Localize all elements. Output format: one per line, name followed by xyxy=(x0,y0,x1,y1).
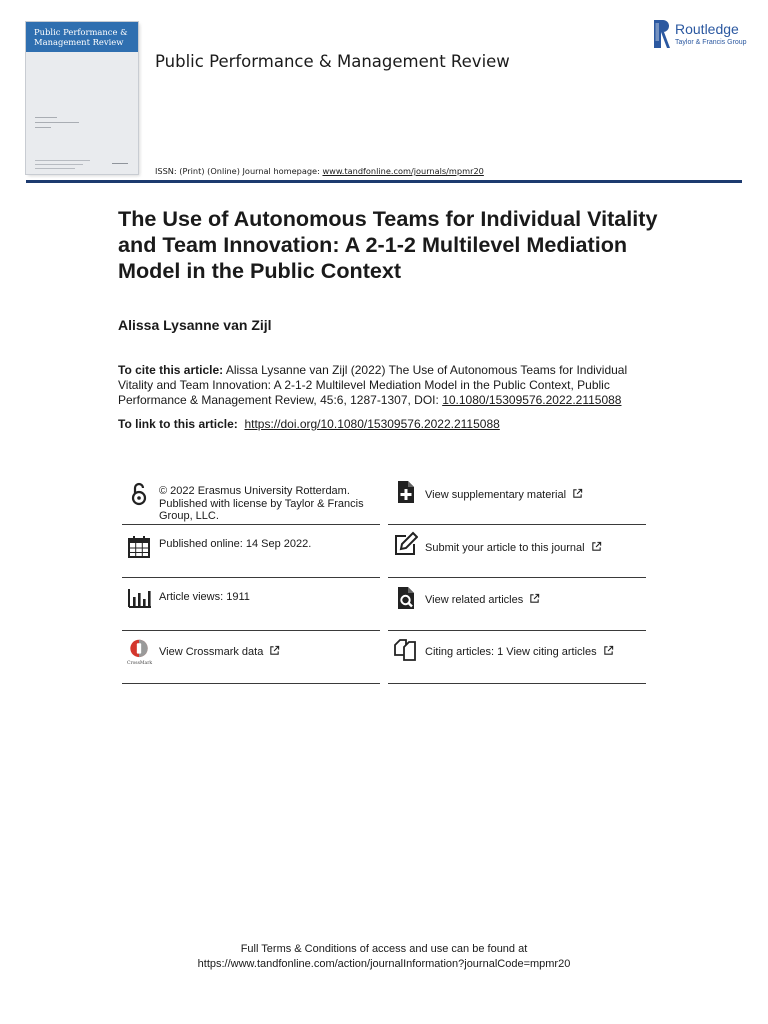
cover-footer-line xyxy=(35,168,75,169)
license-text: © 2022 Erasmus University Rotterdam. Published with license by Taylor & Francis Group, LLC. xyxy=(159,485,364,522)
related-link[interactable] xyxy=(425,593,540,607)
article-doi-url[interactable]: https://doi.org/10.1080/15309576.2022.2115088 xyxy=(244,417,500,431)
crossmark-logo-text: CrossMark xyxy=(127,661,153,666)
supplementary-link[interactable] xyxy=(425,488,583,502)
citation-text: Alissa Lysanne van Zijl (2022) The Use of Autonomous Teams for Individual Vitality and Team Innovation: A 2-1-2 Multilevel Mediation Model in the Public Context, Public Performance & Management Review, 45:6, 1287-1307, DOI: xyxy=(118,363,628,407)
crossmark-cell[interactable] xyxy=(122,630,380,684)
routledge-r-icon xyxy=(654,20,670,48)
journal-title: Public Performance & Management Review xyxy=(155,52,510,71)
citation-label: To cite this article: xyxy=(118,363,224,377)
article-views: Article views: 1911 xyxy=(159,591,250,603)
external-link-icon xyxy=(603,645,614,656)
routledge-logo[interactable] xyxy=(654,20,746,50)
cover-footer-line xyxy=(35,164,83,165)
bar-chart-icon xyxy=(126,585,152,611)
external-link-icon xyxy=(572,488,583,499)
open-access-icon xyxy=(126,481,152,507)
published-cell xyxy=(122,524,380,578)
submit-link[interactable] xyxy=(425,541,602,555)
external-link-icon xyxy=(591,541,602,552)
cover-meta-line xyxy=(35,117,57,118)
submit-cell[interactable] xyxy=(388,524,646,578)
external-link-icon xyxy=(529,593,540,604)
related-label: View related articles xyxy=(425,594,524,606)
supplementary-cell[interactable] xyxy=(388,471,646,525)
search-document-icon xyxy=(392,585,418,611)
doi-link[interactable]: 10.1080/15309576.2022.2115088 xyxy=(442,393,622,407)
supplementary-label: View supplementary material xyxy=(425,489,567,501)
publisher-subtitle: Taylor & Francis Group xyxy=(675,39,747,46)
document-plus-icon xyxy=(392,479,418,505)
crossmark-link[interactable] xyxy=(159,645,280,659)
journal-cover[interactable] xyxy=(26,22,138,174)
header-rule xyxy=(26,180,742,183)
article-title: The Use of Autonomous Teams for Individual Vitality and Team Innovation: A 2-1-2 Multilevel Mediation Model in the Public Context xyxy=(118,206,658,283)
published-date: Published online: 14 Sep 2022. xyxy=(159,538,312,550)
issn-line xyxy=(155,166,484,176)
views-cell xyxy=(122,577,380,631)
license-cell xyxy=(122,471,380,525)
link-label: To link to this article: xyxy=(118,417,238,431)
publisher-name: Routledge xyxy=(675,21,739,37)
footer-terms-url[interactable]: https://www.tandfonline.com/action/journalInformation?journalCode=mpmr20 xyxy=(197,958,571,970)
submit-label: Submit your article to this journal xyxy=(425,542,585,554)
edit-icon xyxy=(392,531,418,557)
copy-documents-icon xyxy=(392,637,418,663)
article-link-line xyxy=(118,417,500,431)
citing-cell[interactable] xyxy=(388,630,646,684)
citation-block xyxy=(118,363,658,408)
cover-title: Public Performance & Management Review xyxy=(34,27,128,47)
citing-label: Citing articles: 1 View citing articles xyxy=(425,646,597,658)
calendar-icon xyxy=(126,534,152,560)
footer xyxy=(0,942,768,972)
citing-link[interactable] xyxy=(425,645,614,659)
cover-publisher-mark xyxy=(112,163,128,164)
journal-homepage-link[interactable]: www.tandfonline.com/journals/mpmr20 xyxy=(322,166,484,176)
article-author: Alissa Lysanne van Zijl xyxy=(118,317,272,333)
issn-text: ISSN: (Print) (Online) Journal homepage: xyxy=(155,166,320,176)
related-cell[interactable] xyxy=(388,577,646,631)
footer-terms: Full Terms & Conditions of access and use can be found at xyxy=(240,943,528,955)
crossmark-label: View Crossmark data xyxy=(159,646,264,658)
cover-meta-line xyxy=(35,127,51,128)
cover-footer-line xyxy=(35,160,90,161)
cover-meta-line xyxy=(35,122,79,123)
external-link-icon xyxy=(269,645,280,656)
